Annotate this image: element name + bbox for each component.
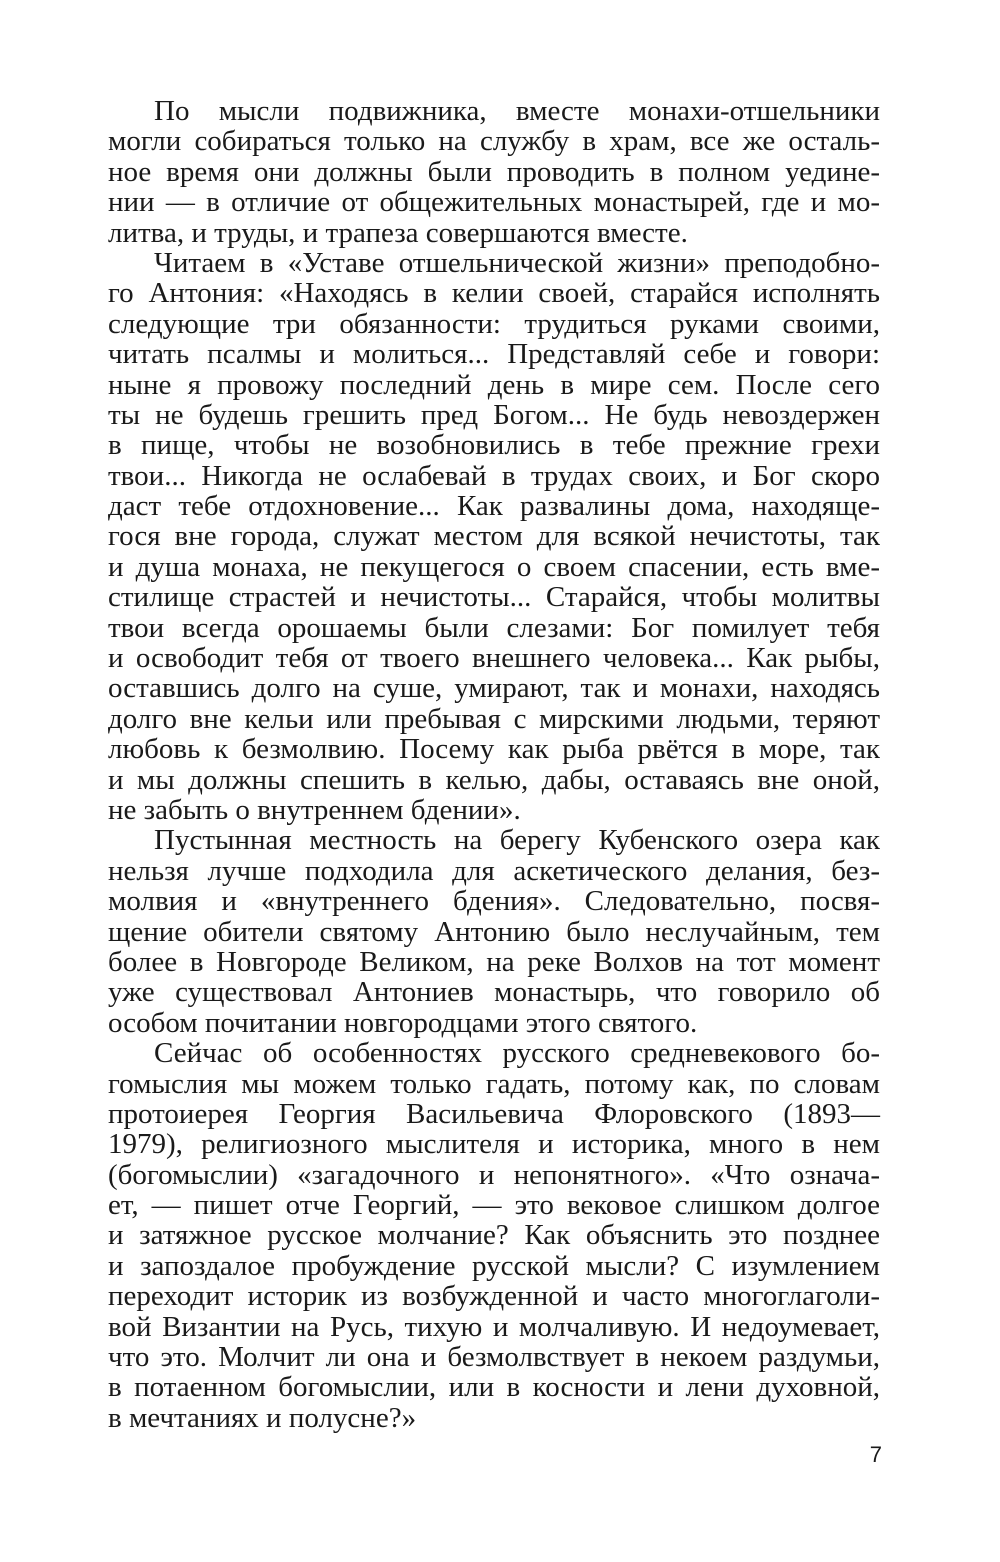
text-line: что это. Молчит ли она и безмолвствует в некоем раздумьи, <box>108 1341 880 1374</box>
text-line: твои... Никогда не ослабевай в трудах своих, и Бог скоро <box>108 459 880 492</box>
text-line: 1979), религиозного мыслителя и историка, много в нем <box>108 1128 880 1161</box>
text-line: в мечтаниях и полусне?» <box>108 1401 417 1434</box>
text-line: более в Новгороде Великом, на реке Волхов на тот момент <box>108 945 880 978</box>
text-line: стилище страстей и нечистоты... Старайся, чтобы молитвы <box>108 581 880 614</box>
body-text <box>108 96 880 1433</box>
text-line: Пустынная местность на берегу Кубенского озера как <box>154 824 880 857</box>
paragraph <box>108 1038 880 1433</box>
paragraph <box>108 96 880 248</box>
paragraph <box>108 825 880 1038</box>
text-line: особом почитании новгородцами этого святого. <box>108 1006 698 1039</box>
paragraph <box>108 248 880 825</box>
text-line: следующие три обязанности: трудиться руками своими, <box>108 307 880 340</box>
text-line: переходит историк из возбужденной и часто многоглаголи- <box>108 1280 880 1313</box>
text-line: ныне я провожу последний день в мире сем. После сего <box>108 368 880 401</box>
text-line: могли собираться только на службу в храм, все же осталь- <box>108 125 880 158</box>
text-line: не забыть о внутреннем бдении». <box>108 793 521 826</box>
text-line: оставшись долго на суше, умирают, так и монахи, находясь <box>108 672 880 705</box>
text-line: и затяжное русское молчание? Как объяснить это позднее <box>108 1219 880 1252</box>
text-line: ет, — пишет отче Георгий, — это вековое слишком долгое <box>108 1189 880 1222</box>
text-line: любовь к безмолвию. Посему как рыба рвётся в море, так <box>108 733 880 766</box>
text-line: в потаенном богомыслии, или в косности и лени духовной, <box>108 1371 880 1404</box>
text-line: уже существовал Антониев монастырь, что говорило об <box>108 976 880 1009</box>
text-line: и запоздалое пробуждение русской мысли? С изумлением <box>108 1249 880 1282</box>
text-line: нельзя лучше подходила для аскетического делания, без- <box>108 854 880 887</box>
text-line: нии — в отличие от общежительных монастырей, где и мо- <box>108 186 880 219</box>
text-line: долго вне кельи или пребывая с мирскими людьми, теряют <box>108 702 880 735</box>
text-line: Сейчас об особенностях русского средневекового бо- <box>154 1037 880 1070</box>
text-line: (богомыслии) «загадочного и непонятного». «Что означа- <box>108 1158 880 1191</box>
text-line: По мысли подвижника, вместе монахи-отшельники <box>154 95 880 127</box>
text-line: и освободит тебя от твоего внешнего человека... Как рыбы, <box>108 642 880 675</box>
text-line: Читаем в «Уставе отшельнической жизни» преподобно- <box>154 246 880 279</box>
text-line: в пище, чтобы не возобновились в тебе прежние грехи <box>108 429 880 462</box>
text-line: ты не будешь грешить пред Богом... Не будь невоздержен <box>108 398 880 431</box>
text-line: и душа монаха, не пекущегося о своем спасении, есть вме- <box>108 550 880 583</box>
page-number: 7 <box>869 1442 882 1467</box>
text-line: вой Византии на Русь, тихую и молчаливую. И недоумевает, <box>108 1310 880 1343</box>
text-line: гося вне города, служат местом для всякой нечистоты, так <box>108 520 880 553</box>
text-line: молвия и «внутреннего бдения». Следовательно, посвя- <box>108 885 880 918</box>
text-line: литва, и труды, и трапеза совершаются вместе. <box>108 216 688 249</box>
text-line: твои всегда орошаемы были слезами: Бог помилует тебя <box>108 611 880 644</box>
text-line: и мы должны спешить в келью, дабы, оставаясь вне оной, <box>108 763 880 796</box>
text-line: протоиерея Георгия Васильевича Флоровского (1893— <box>108 1097 880 1130</box>
text-line: даст тебе отдохновение... Как развалины дома, находяще- <box>108 490 880 523</box>
text-line: читать псалмы и молиться... Представляй себе и говори: <box>108 338 880 371</box>
text-line: гомыслия мы можем только гадать, потому как, по словам <box>108 1067 880 1100</box>
text-line: го Антония: «Находясь в келии своей, старайся исполнять <box>108 277 880 310</box>
text-line: ное время они должны были проводить в полном уедине- <box>108 155 880 188</box>
text-line: щение обители святому Антонию было неслучайным, тем <box>108 915 880 948</box>
